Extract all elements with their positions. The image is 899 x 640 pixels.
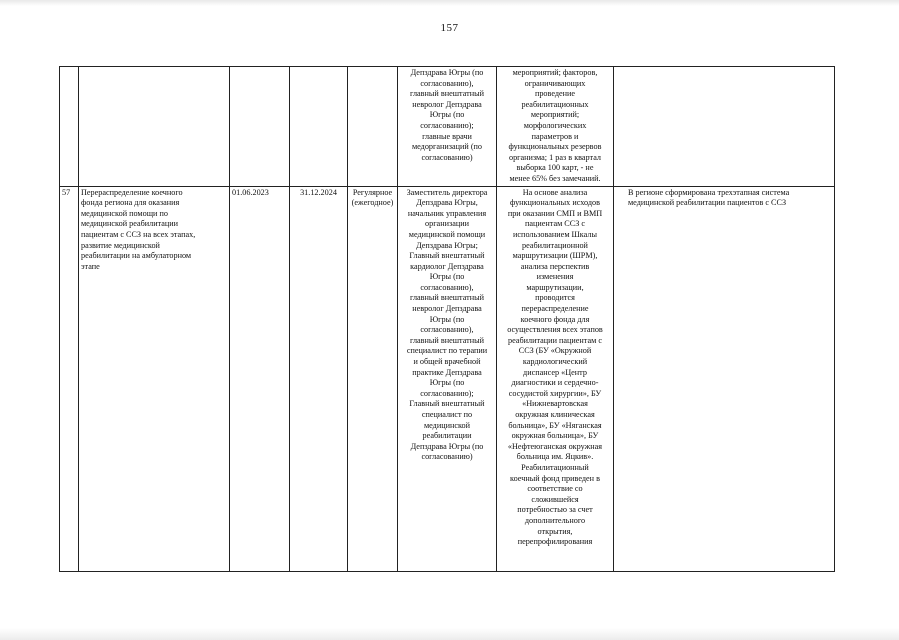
cell-event: Перераспределение коечного фонда региона для оказания медицинской помощи по медицинской реабилитации пациентам с ССЗ на всех этапах, развитие медицинской реабилитации на амбулаторном этапе: [79, 186, 230, 571]
cell-event: [79, 67, 230, 187]
cell-periodicity: Регулярное (ежегодное): [348, 186, 398, 571]
cell-description: мероприятий; факторов, ограничивающих проведение реабилитационных мероприятий; морфологических параметров и функциональных резервов организма; 1 раз в квартал выборка 100 карт, - не менее 65% без замечаний.: [497, 67, 614, 187]
scan-edge-top: [0, 0, 899, 6]
cell-responsible: Заместитель директора Депздрава Югры, начальник управления организации медицинской помощи Депздрава Югры; Главный внештатный кардиолог Депздрава Югры (по согласованию), главный внештатный невролог Депздрава Югры (по согласованию), главный внештатный специалист по терапии и общей врачебной практике Депздрава Югры (по согласованию); Главный внештатный специалист по медицинской реабилитации Депздрава Югры (по согласованию): [398, 186, 497, 571]
cell-number: [60, 67, 79, 187]
page-number: 157: [440, 22, 459, 34]
cell-start-date: 01.06.2023: [230, 186, 290, 571]
cell-result: В регионе сформирована трехэтапная система медицинской реабилитации пациентов с ССЗ: [614, 186, 835, 571]
cell-periodicity: [348, 67, 398, 187]
cell-end-date: [290, 67, 348, 187]
table-row-57: [60, 186, 835, 571]
document-table: [59, 66, 835, 572]
cell-responsible: Депздрава Югры (по согласованию), главный внештатный невролог Депздрава Югры (по согласованию); главные врачи медорганизаций (по согласованию): [398, 67, 497, 187]
scan-edge-bottom: [0, 628, 899, 640]
cell-result: [614, 67, 835, 187]
cell-end-date: 31.12.2024: [290, 186, 348, 571]
cell-number: 57: [60, 186, 79, 571]
table-row-continuation: [60, 67, 835, 187]
cell-description: На основе анализа функциональных исходов при оказании СМП и ВМП пациентам ССЗ с использованием Шкалы реабилитационной маршрутизации (ШРМ), анализа перспектив изменения маршрутизации, проводится перераспределение коечного фонда для осуществления всех этапов реабилитации пациентам с ССЗ (БУ «Окружной кардиологический диспансер «Центр диагностики и сердечно- сосудистой хирургии», БУ «Нижневартовская окружная клиническая больница», БУ «Няганская окружная больница», БУ «Нефтеюганская окружная больница им. Яцкив». Реабилитационный коечный фонд приведен в соответствие со сложившейся потребностью за счет дополнительного открытия, перепрофилирования: [497, 186, 614, 571]
cell-start-date: [230, 67, 290, 187]
